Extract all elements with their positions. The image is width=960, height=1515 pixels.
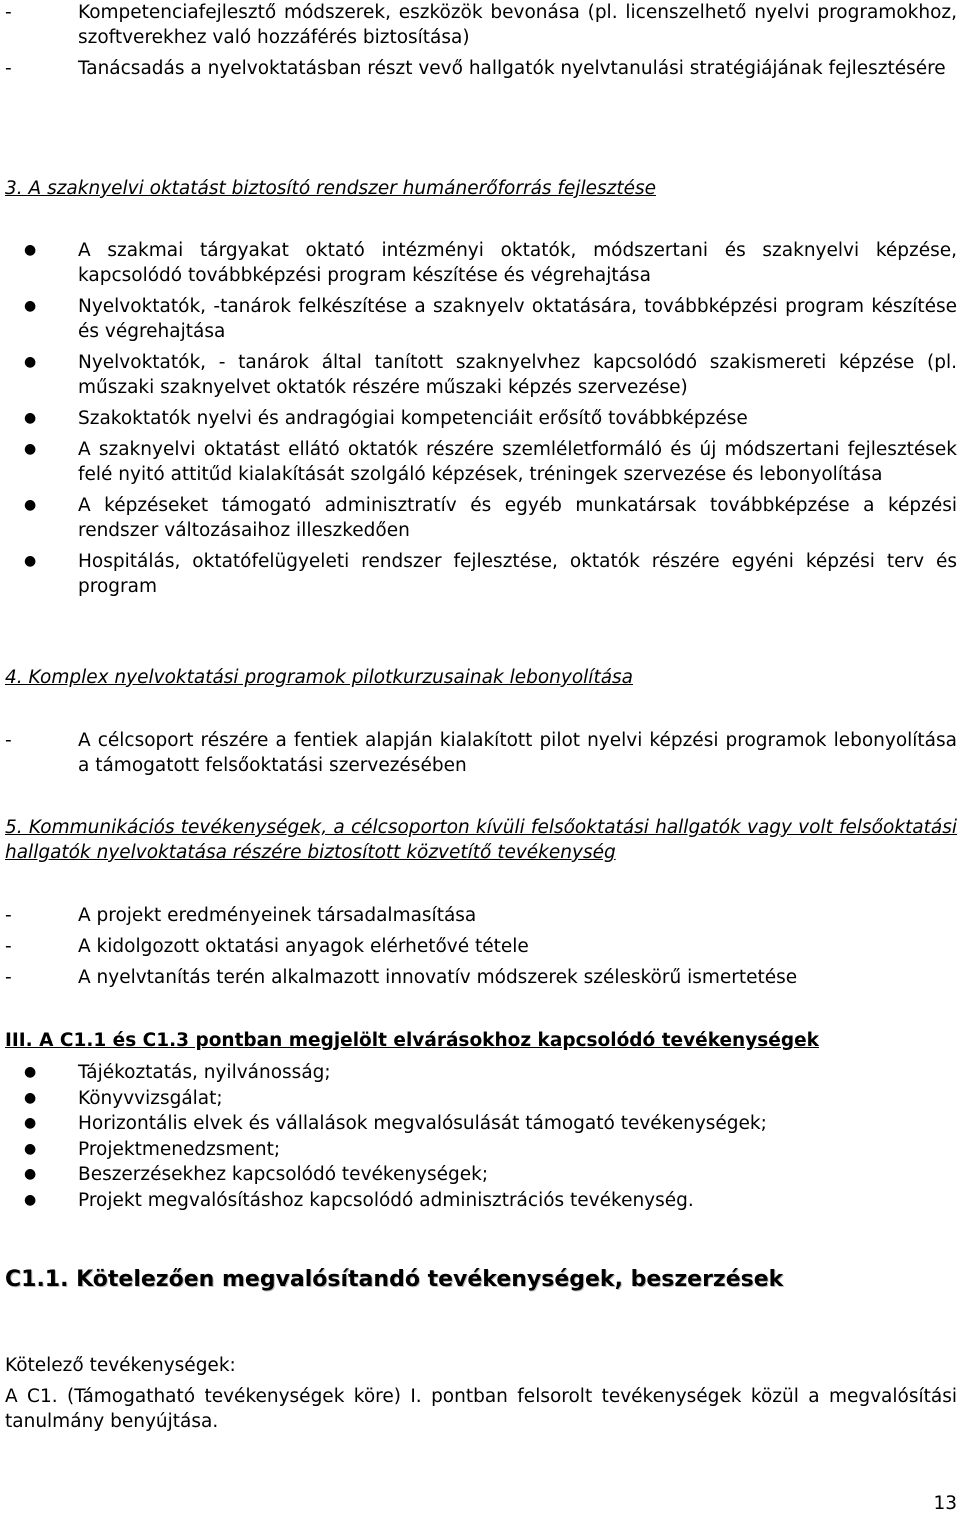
list-item <box>5 1060 957 1086</box>
list-item <box>5 934 957 959</box>
list-item-text: A képzéseket támogató adminisztratív és egyéb munkatársak továbbképzése a képzési rendszer változásaihoz illeszkedően <box>78 495 957 541</box>
bullet-marker: ● <box>24 1191 37 1208</box>
dash-marker: - <box>5 905 12 926</box>
dash-marker: - <box>5 2 12 23</box>
section-5-list <box>5 903 957 990</box>
list-item-text: Horizontális elvek és vállalások megvalósulását támogató tevékenységek; <box>78 1113 767 1134</box>
list-item <box>5 1188 957 1214</box>
c11-body <box>5 1353 957 1434</box>
list-item-text: Beszerzésekhez kapcsolódó tevékenységek; <box>78 1164 489 1185</box>
list-item-text: Nyelvoktatók, - tanárok által tanított szaknyelvhez kapcsolódó szakismereti képzése (pl. műszaki szaknyelvet oktatók részére műszaki képzés szervezése) <box>78 352 957 398</box>
list-item-text: A szaknyelvi oktatást ellátó oktatók részére szemléletformáló és új módszertani fejlesztések felé nyitó attitűd kialakítását szolgáló képzések, tréningek szervezése és lebonyolítása <box>78 439 957 485</box>
list-item <box>5 294 957 344</box>
section-c11 <box>5 1266 957 1294</box>
section-heading: 3. A szaknyelvi oktatást biztosító rendszer humánerőforrás fejlesztése <box>5 178 656 199</box>
bullet-marker: ● <box>24 1064 37 1080</box>
dash-marker: - <box>5 967 12 988</box>
section-heading: C1.1. Kötelezően megvalósítandó tevékenységek, beszerzések <box>5 1267 784 1292</box>
dash-marker: - <box>5 936 12 957</box>
list-item <box>5 0 957 50</box>
list-item-text: Könyvvizsgálat; <box>78 1087 223 1109</box>
list-item-text: A kidolgozott oktatási anyagok elérhetővé tétele <box>78 936 529 957</box>
list-item <box>5 1086 957 1112</box>
section-5 <box>5 815 957 865</box>
top-list <box>5 0 957 81</box>
list-item-text: Hospitálás, oktatófelügyeleti rendszer fejlesztése, oktatók részére egyéni képzési terv és program <box>78 551 957 597</box>
section-3-list <box>5 238 957 599</box>
dash-marker: - <box>5 58 12 79</box>
bullet-marker: ● <box>24 1089 37 1106</box>
list-item <box>5 238 957 288</box>
bullet-marker: ● <box>24 1166 37 1182</box>
section-heading: 5. Kommunikációs tevékenységek, a célcsoporton kívüli felsőoktatási hallgatók vagy volt felsőoktatási hallgatók nyelvoktatása részére biztosított közvetítő tevékenység <box>5 817 957 863</box>
list-item <box>5 56 957 81</box>
list-item-text: A szakmai tárgyakat oktató intézményi oktatók, módszertani és szaknyelvi képzése, kapcsolódó továbbképzési program készítése és végrehajtása <box>78 240 957 286</box>
list-item-text: Projektmenedzsment; <box>78 1138 281 1160</box>
section-heading: III. A C1.1 és C1.3 pontban megjelölt elvárásokhoz kapcsolódó tevékenységek <box>5 1030 819 1051</box>
list-item-text: A célcsoport részére a fentiek alapján kialakított pilot nyelvi képzési programok lebonyolítása a támogatott felsőoktatási szervezésében <box>78 730 957 776</box>
section-4 <box>5 665 957 690</box>
list-item <box>5 437 957 487</box>
bullet-marker: ● <box>24 1115 37 1131</box>
list-item-text: Tanácsadás a nyelvoktatásban részt vevő hallgatók nyelvtanulási stratégiájának fejlesztésére <box>78 58 946 79</box>
section-3 <box>5 176 957 201</box>
bullet-marker: ● <box>24 410 37 426</box>
list-item-text: Nyelvoktatók, -tanárok felkészítése a szaknyelv oktatására, továbbképzési program készítése és végrehajtása <box>78 296 957 342</box>
section-iii <box>5 1028 957 1053</box>
list-item <box>5 350 957 400</box>
list-item-text: Tájékoztatás, nyilvánosság; <box>78 1062 331 1083</box>
subheading: Kötelező tevékenységek: <box>5 1355 236 1376</box>
list-item <box>5 1111 957 1137</box>
paragraph: A C1. (Támogatható tevékenységek köre) I. pontban felsorolt tevékenységek közül a megvalósítási tanulmány benyújtása. <box>5 1386 957 1432</box>
list-item <box>5 728 957 778</box>
bullet-marker: ● <box>24 354 37 370</box>
bullet-marker: ● <box>24 242 37 258</box>
bullet-marker: ● <box>24 298 37 314</box>
bullet-marker: ● <box>24 1140 37 1157</box>
list-item-text: A nyelvtanítás terén alkalmazott innovatív módszerek széleskörű ismertetése <box>78 967 798 988</box>
list-item <box>5 1162 957 1188</box>
list-item-text: Projekt megvalósításhoz kapcsolódó adminisztrációs tevékenység. <box>78 1189 694 1211</box>
list-item <box>5 549 957 599</box>
section-heading: 4. Komplex nyelvoktatási programok pilotkurzusainak lebonyolítása <box>5 667 634 688</box>
list-item <box>5 1137 957 1163</box>
dash-marker: - <box>5 730 12 751</box>
bullet-marker: ● <box>24 553 37 569</box>
bullet-marker: ● <box>24 441 37 457</box>
bullet-marker: ● <box>24 497 37 513</box>
list-item <box>5 965 957 990</box>
list-item <box>5 903 957 928</box>
section-4-list <box>5 728 957 778</box>
page-number: 13 <box>933 1493 957 1514</box>
list-item-text: Kompetenciafejlesztő módszerek, eszközök bevonása (pl. licenszelhető nyelvi programokhoz, szoftverekhez való hozzáférés biztosítása) <box>78 2 957 48</box>
list-item <box>5 493 957 543</box>
list-item-text: Szakoktatók nyelvi és andragógiai kompetenciáit erősítő továbbképzése <box>78 408 748 429</box>
list-item <box>5 406 957 431</box>
list-item-text: A projekt eredményeinek társadalmasítása <box>78 905 477 926</box>
section-iii-list <box>5 1060 957 1213</box>
